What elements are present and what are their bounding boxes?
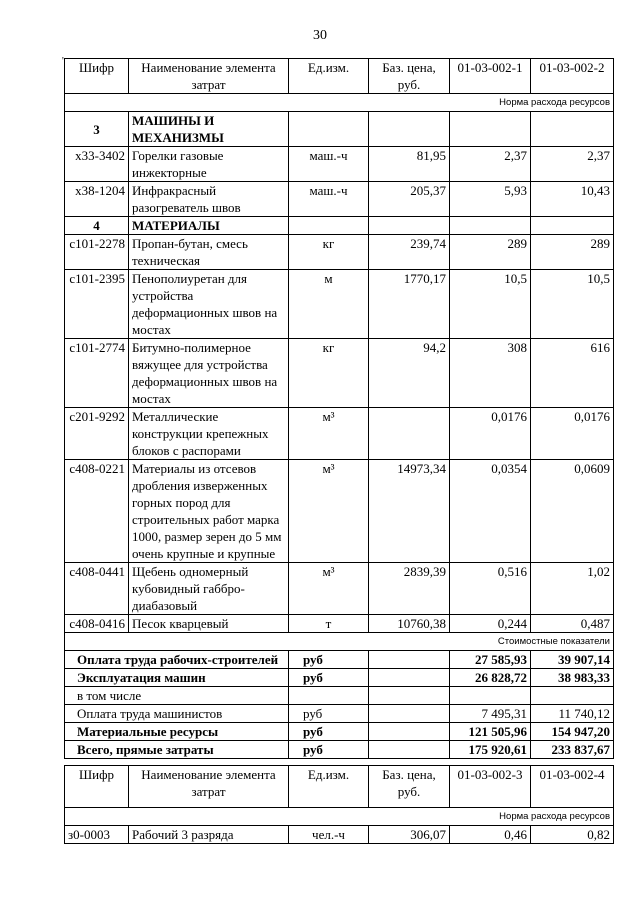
table-row: с101-2278 Пропан-бутан, смесь техническая кг 239,74 289 289 bbox=[65, 235, 614, 270]
table-row: х38-1204 Инфракрасный разогреватель швов маш.-ч 205,37 5,93 10,43 bbox=[65, 182, 614, 217]
note-row bbox=[65, 808, 614, 826]
note-costs: Стоимостные показатели bbox=[65, 633, 614, 651]
header-col2: 01-03-002-4 bbox=[531, 766, 614, 808]
table-row: с408-0416 Песок кварцевый т 10760,38 0,244 0,487 bbox=[65, 615, 614, 633]
section-title: МАШИНЫ И МЕХАНИЗМЫ bbox=[129, 112, 289, 147]
summary-row: в том числе bbox=[65, 687, 614, 705]
section-number: 3 bbox=[65, 112, 129, 147]
header-price: Баз. цена, руб. bbox=[369, 59, 450, 94]
section-number: 4 bbox=[65, 217, 129, 235]
header-col2: 01-03-002-2 bbox=[531, 59, 614, 94]
header-price: Баз. цена, руб. bbox=[369, 766, 450, 808]
header-unit: Ед.изм. bbox=[289, 59, 369, 94]
section-row bbox=[65, 112, 614, 147]
table-row: с101-2395 Пенополиуретан для устройства деформационных швов на мостах м 1770,17 10,5 10,5 bbox=[65, 270, 614, 339]
table-row: с408-0441 Щебень одномерный кубовидный габбро-диабазовый м³ 2839,39 0,516 1,02 bbox=[65, 563, 614, 615]
page-number: 30 bbox=[313, 28, 327, 43]
header-col1: 01-03-002-1 bbox=[450, 59, 531, 94]
summary-row: Эксплуатация машин руб 26 828,72 38 983,33 bbox=[65, 669, 614, 687]
table-row: с408-0221 Материалы из отсевов дробления изверженных горных пород для строительных работ марка 1000, размер зерен до 5 мм очень крупные и крупные м³ 14973,34 0,0354 0,0609 bbox=[65, 460, 614, 563]
note-resources: Норма расхода ресурсов bbox=[65, 808, 614, 826]
summary-row: Всего, прямые затраты руб 175 920,61 233 837,67 bbox=[65, 741, 614, 759]
table-header bbox=[65, 766, 614, 808]
summary-row: Оплата труда рабочих-строителей руб 27 585,93 39 907,14 bbox=[65, 651, 614, 669]
table-row: с201-9292 Металлические конструкции крепежных блоков с распорами м³ 0,0176 0,0176 bbox=[65, 408, 614, 460]
table-row: з0-0003 Рабочий 3 разряда чел.-ч 306,07 0,46 0,82 bbox=[65, 826, 614, 844]
note-row bbox=[65, 94, 614, 112]
note-row bbox=[65, 633, 614, 651]
header-col1: 01-03-002-3 bbox=[450, 766, 531, 808]
header-code: Шифр bbox=[65, 766, 129, 808]
section-title: МАТЕРИАЛЫ bbox=[129, 217, 289, 235]
scan-mark: ' bbox=[62, 56, 64, 67]
table-header bbox=[65, 59, 614, 94]
resource-table-1 bbox=[64, 58, 614, 759]
table-row: с101-2774 Битумно-полимерное вяжущее для устройства деформационных швов на мостах кг 94,2 308 616 bbox=[65, 339, 614, 408]
header-name: Наименование элемента затрат bbox=[129, 766, 289, 808]
summary-row: Оплата труда машинистов руб 7 495,31 11 740,12 bbox=[65, 705, 614, 723]
table-row: х33-3402 Горелки газовые инжекторные маш.-ч 81,95 2,37 2,37 bbox=[65, 147, 614, 182]
resource-table-2 bbox=[64, 765, 614, 844]
header-code: Шифр bbox=[65, 59, 129, 94]
note-resources: Норма расхода ресурсов bbox=[65, 94, 614, 112]
summary-row: Материальные ресурсы руб 121 505,96 154 947,20 bbox=[65, 723, 614, 741]
section-row bbox=[65, 217, 614, 235]
header-name: Наименование элемента затрат bbox=[129, 59, 289, 94]
header-unit: Ед.изм. bbox=[289, 766, 369, 808]
